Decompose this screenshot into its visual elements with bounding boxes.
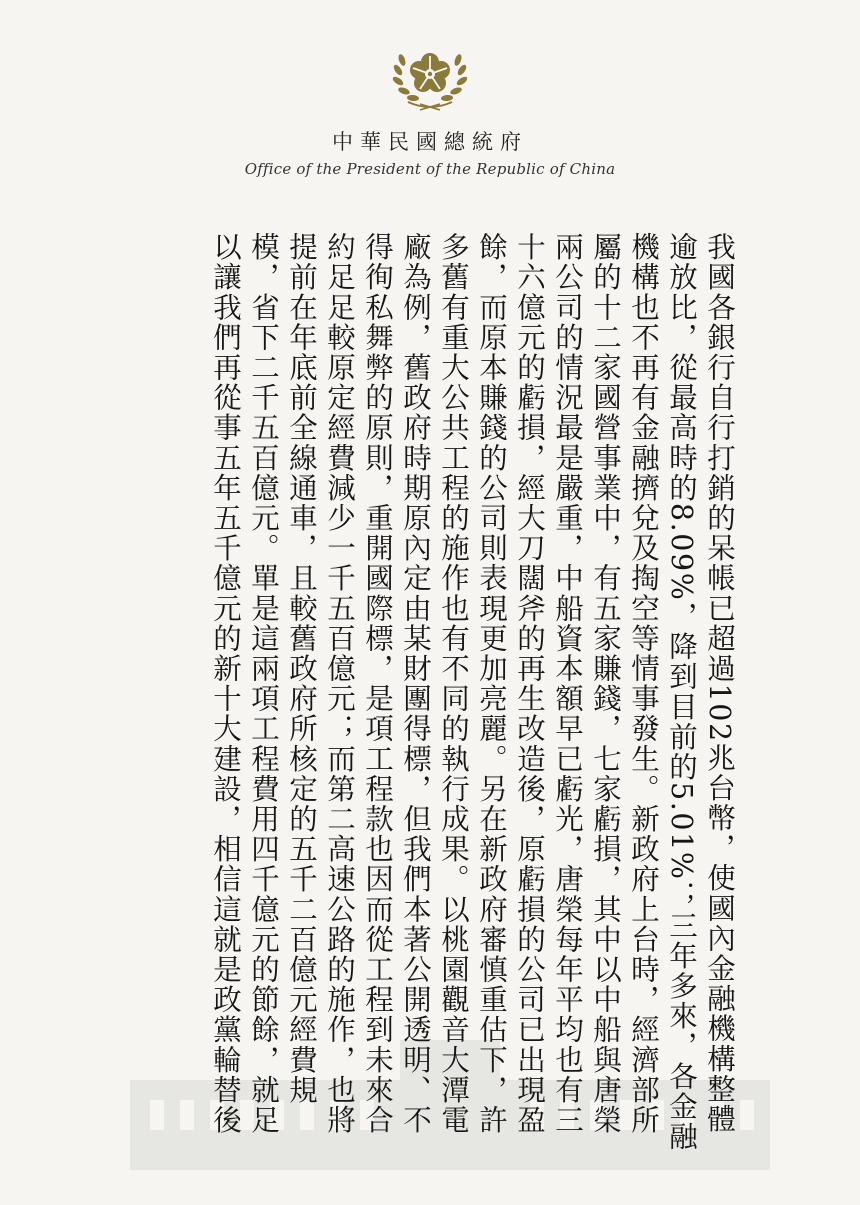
plum-blossom-emblem-icon	[380, 40, 480, 112]
text-column: 十六億元的虧損，經大刀闊斧的再生改造後，原虧損的公司已出現盈	[513, 232, 546, 1135]
text-column: 機構也不再有金融擠兌及掏空等情事發生。新政府上台時，經濟部所	[627, 232, 660, 1135]
office-name-english: Office of the President of the Republic of China	[244, 160, 616, 178]
text-column: 多舊有重大公共工程的施作也有不同的執行成果。以桃園觀音大潭電	[437, 232, 470, 1135]
office-name-chinese: 中華民國總統府	[332, 130, 528, 154]
text-column: 約足足較原定經費減少一千五百億元；而第二高速公路的施作，也將	[323, 232, 356, 1135]
text-column: 得徇私舞弊的原則，重開國際標，是項工程款也因而從工程到未來合	[361, 232, 394, 1135]
text-column: 模，省下二千五百億元。單是這兩項工程費用四千億元的節餘，就足	[247, 232, 280, 1135]
text-column: 屬的十二家國營事業中，有五家賺錢，七家虧損，其中以中船與唐榮	[589, 232, 622, 1135]
text-column: 以讓我們再從事五年五千億元的新十大建設，相信這就是政黨輪替後	[209, 232, 242, 1135]
text-column: 兩公司的情況最是嚴重，中船資本額早已虧光，唐榮每年平均也有三	[551, 232, 584, 1135]
text-column: 提前在年底前全線通車，且較舊政府所核定的五千二百億元經費規	[285, 232, 318, 1105]
text-column: 我國各銀行自行打銷的呆帳已超過102兆台幣，使國內金融機構整體	[703, 232, 736, 1134]
text-column: 餘，而原本賺錢的公司則表現更加亮麗。另在新政府審慎重估下，許	[475, 232, 508, 1135]
text-column: 廠為例，舊政府時期原內定由某財團得標，但我們本著公開透明、不	[399, 232, 432, 1135]
letter-body	[128, 232, 738, 1152]
text-column: 逾放比，從最高時的8.09%，降到目前的5.01%；三年多來，各金融	[665, 232, 698, 1152]
